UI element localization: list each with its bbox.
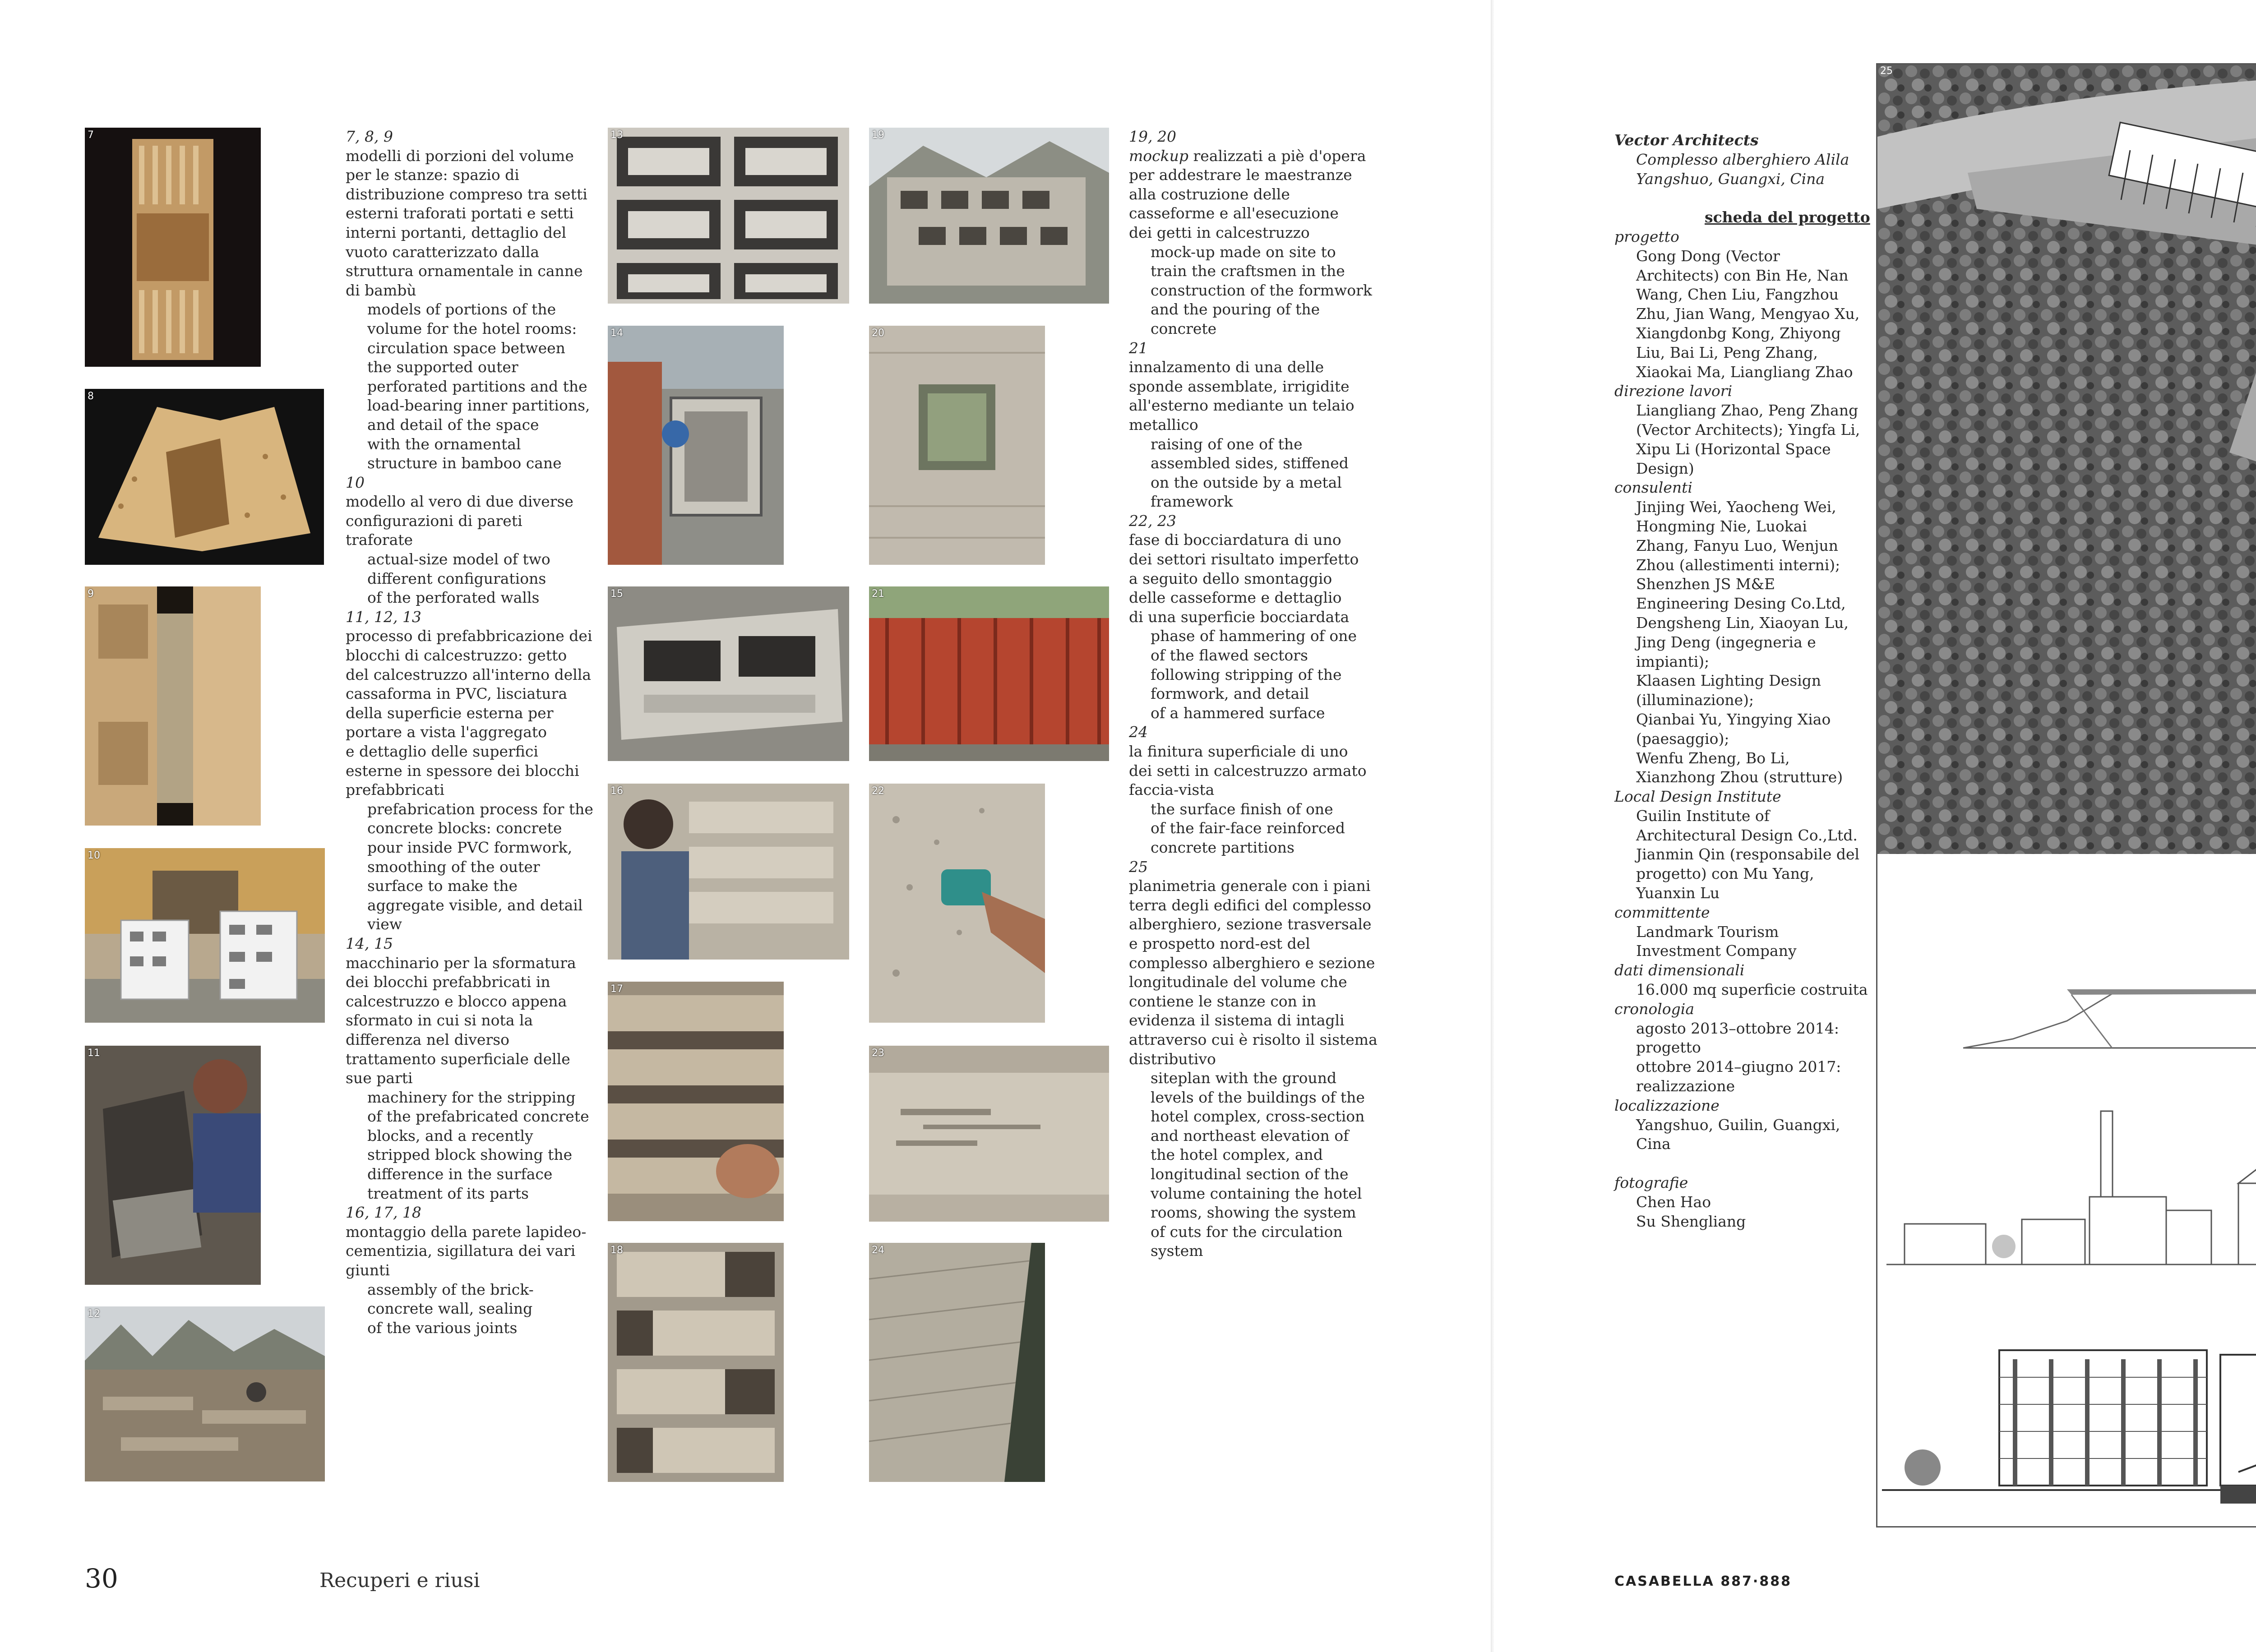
caption-line: models of portions of the [367,300,556,318]
caption-line: macchinario per la sformatura [346,954,576,972]
caption-line: delle casseforme e dettaglio [1129,589,1342,607]
caption-line: actual-size model of two [367,550,550,568]
caption-line: Architects) con Bin He, Nan [1636,266,1849,284]
photo-number: 20 [872,328,884,339]
photo-17-sealing [608,982,784,1221]
caption-line: localizzazione [1614,1096,1720,1114]
caption-line: Architectural Design Co.,Ltd. [1636,826,1858,844]
caption-line: dei settori risultato imperfetto [1129,550,1359,568]
caption-line: montaggio della parete lapideo- [346,1223,587,1241]
caption-line: smoothing of the outer [367,858,540,876]
caption-line: structure in bamboo cane [367,454,562,472]
caption-line: (illuminazione); [1636,691,1754,709]
caption-line: of the prefabricated concrete [367,1107,589,1126]
caption-line: calcestruzzo e blocco appena [346,992,567,1010]
caption-line: Su Shengliang [1636,1212,1746,1230]
photo-18-joints [608,1243,784,1482]
caption-line: pour inside PVC formwork, [367,838,573,856]
caption-line: della superficie esterna per [346,704,554,722]
caption-line: prefabbricati [346,781,444,799]
caption-line: Guilin Institute of [1636,807,1770,825]
caption-line: blocks, and a recently [367,1126,533,1144]
caption-line: different configurations [367,569,546,587]
caption-line: sponde assemblate, irrigidite [1129,377,1350,395]
caption-line: scheda del progetto [1705,208,1870,226]
caption-line: 24 [1129,723,1148,741]
caption-line: (paesaggio); [1636,729,1729,748]
caption-line: esterne in spessore dei blocchi [346,761,579,780]
caption-line: terra degli edifici del complesso [1129,896,1371,914]
caption-line: volume for the hotel rooms: [367,319,577,337]
caption-line: concrete blocks: concrete [367,819,562,837]
caption-line: per addestrare le maestranze [1129,166,1352,184]
caption-line: processo di prefabbricazione dei [346,627,592,645]
project-credits [1614,131,1870,1231]
caption-line: Engineering Desing Co.Ltd, [1636,595,1846,613]
caption-line: Jinjing Wei, Yaocheng Wei, [1636,498,1836,516]
caption-line: rooms, showing the system [1151,1204,1356,1222]
caption-line: with the ornamental [367,435,521,453]
running-head: Recuperi e riusi [319,1569,480,1592]
caption-line: progetto [1636,1038,1701,1057]
caption-line: Jing Deng (ingegneria e [1636,633,1816,651]
caption-line: prefabrication process for the [367,800,593,818]
caption-line: blocchi di calcestruzzo: getto [346,646,567,664]
caption-line: portare a vista l'aggregato [346,723,547,741]
caption-line: di bambù [346,281,416,299]
caption-line: sformato in cui si nota la [346,1011,533,1029]
caption-line: impianti); [1636,652,1710,670]
caption-line: of the various joints [367,1319,518,1337]
photo-23-hammered-surface [869,1046,1109,1222]
caption-line: view [367,915,402,933]
caption-line: of the perforated walls [367,589,540,607]
caption-line: 22, 23 [1129,512,1176,530]
caption-line: formwork, and detail [1151,685,1309,703]
caption-line [1614,1154,1870,1173]
caption-line: mock-up made on site to [1151,243,1336,261]
caption-line: e dettaglio delle superfici [346,743,538,760]
caption-line: cementizia, sigillatura dei vari [346,1242,576,1260]
photo-number: 16 [610,785,623,797]
caption-line: 16, 17, 18 [346,1204,421,1222]
caption-line: concrete wall, sealing [367,1300,533,1318]
caption-line: and the pouring of the [1151,300,1320,318]
caption-line: direzione lavori [1614,382,1733,400]
caption-line: Klaasen Lighting Design [1636,672,1821,690]
photo-16-assembly [608,784,849,960]
photo-15-stripped-block [608,586,849,761]
photo-number: 24 [872,1245,884,1256]
caption-line: metallico [1129,415,1198,434]
caption-line: traforate [346,531,413,549]
northeast-elevation-drawing [1877,1093,2256,1292]
caption-line: 7, 8, 9 [346,128,393,145]
caption-line: aggregate visible, and detail [367,896,583,914]
caption-line: phase of hammering of one [1151,627,1357,645]
caption-line: framework [1151,493,1233,511]
caption-line: configurazioni di pareti [346,512,522,530]
caption-line: a seguito dello smontaggio [1129,569,1332,587]
caption-line: all'esterno mediante un telaio [1129,397,1355,415]
caption-line: distribuzione compreso tra setti [346,185,587,203]
caption-line: evidenza il sistema di intagli [1129,1011,1345,1029]
caption-line: progetto) con Mu Yang, [1636,865,1814,883]
caption-line: Chen Hao [1636,1193,1711,1211]
caption-line: 25 [1129,858,1148,876]
caption-line: Xipu Li (Horizontal Space [1636,440,1831,458]
caption-line: Local Design Institute [1614,788,1781,806]
photo-11-casting [85,1046,261,1285]
photo-number: 14 [610,328,623,339]
photo-21-formwork [869,586,1109,761]
caption-line: Yangshuo, Guangxi, Cina [1636,170,1825,188]
caption-line: distributivo [1129,1050,1216,1068]
photo-9-model [85,586,261,826]
caption-line: siteplan with the ground [1151,1069,1337,1087]
caption-column-2 [1129,127,1378,1261]
figure-number: 25 [1880,65,1893,77]
photo-20-mockup-window [869,326,1045,565]
photo-number: 21 [872,588,884,600]
page-number-left: 30 [85,1563,118,1594]
photo-number: 17 [610,983,623,995]
photo-number: 18 [610,1245,623,1256]
photo-19-mockup [869,128,1109,304]
caption-line: complesso alberghiero e sezione [1129,954,1375,972]
caption-line: longitudinal section of the [1151,1165,1349,1183]
caption-line: agosto 2013–ottobre 2014: [1636,1019,1839,1037]
caption-line: trattamento superficiale delle [346,1050,570,1068]
caption-line: on the outside by a metal [1151,473,1342,491]
caption-line: circulation space between [367,339,565,357]
caption-line: Landmark Tourism [1636,923,1779,941]
photo-number: 10 [88,850,100,861]
caption-line: faccia-vista [1129,781,1215,799]
caption-line: di una superficie bocciardata [1129,608,1350,626]
caption-line: per le stanze: spazio di [346,166,519,184]
caption-line: ottobre 2014–giugno 2017: [1636,1058,1841,1076]
caption-line: struttura ornamentale in canne [346,262,583,280]
caption-line: Xiaokai Ma, Liangliang Zhao [1636,363,1853,381]
caption-line: the hotel complex, and [1151,1146,1323,1164]
caption-line: cassaforma in PVC, lisciatura [346,685,568,703]
caption-line: la finitura superficiale di uno [1129,743,1348,760]
caption-line: volume containing the hotel [1151,1184,1362,1202]
caption-line: Gong Dong (Vector [1636,247,1780,265]
caption-line: planimetria generale con i piani [1129,877,1371,895]
caption-line: Yuanxin Lu [1636,884,1720,902]
caption-line: mockup realizzati a piè d'opera [1129,147,1366,165]
magazine-title: CASABELLA 887·888 [1614,1574,1792,1589]
caption-line [1614,189,1870,208]
caption-line: (Vector Architects); Yingfa Li, [1636,420,1860,438]
caption-line: Zhang, Fanyu Luo, Wenjun [1636,536,1838,554]
caption-line: 10 [346,473,365,491]
caption-line: realizzazione [1636,1077,1735,1095]
caption-line: surface to make the [367,877,518,895]
caption-line: and northeast elevation of [1151,1126,1349,1144]
caption-line: load-bearing inner partitions, [367,397,590,415]
caption-line: concrete partitions [1151,838,1294,856]
caption-line: Jianmin Qin (responsabile del [1636,845,1860,863]
caption-line: Vector Architects [1614,131,1759,149]
caption-line: hotel complex, cross-section [1151,1107,1365,1126]
caption-column-1 [346,127,593,1338]
photo-13-blocks [608,128,849,304]
photo-number: 11 [88,1047,100,1059]
caption-line: Zhou (allestimenti interni); [1636,556,1840,574]
caption-line: fotografie [1614,1174,1688,1192]
longitudinal-section-drawing [1877,1310,2256,1517]
photo-14-machinery [608,326,784,565]
caption-line: progetto [1614,227,1679,245]
caption-line: raising of one of the [1151,435,1303,453]
caption-line: Xianzhong Zhou (strutture) [1636,768,1843,786]
caption-line: levels of the buildings of the [1151,1088,1365,1106]
photo-number: 7 [88,129,94,141]
photo-12-site [85,1306,325,1481]
caption-line: vuoto caratterizzato dalla [346,243,540,261]
caption-line: Wenfu Zheng, Bo Li, [1636,749,1790,767]
caption-line: 16.000 mq superficie costruita [1636,981,1868,999]
caption-line: Hongming Nie, Luokai [1636,517,1807,535]
photo-7-model [85,128,261,367]
caption-line: following stripping of the [1151,665,1342,683]
photo-number: 13 [610,129,623,141]
photo-number: 22 [872,785,884,797]
caption-line: Yangshuo, Guilin, Guangxi, [1636,1116,1840,1134]
caption-line: assembled sides, stiffened [1151,454,1349,472]
caption-line: consulenti [1614,479,1692,497]
caption-line: fase di bocciardatura di uno [1129,531,1341,549]
caption-line: longitudinale del volume che [1129,973,1347,991]
caption-line: Cina [1636,1135,1671,1153]
caption-line: attraverso cui è risolto il sistema [1129,1030,1378,1048]
caption-line: Liangliang Zhao, Peng Zhang [1636,401,1858,420]
caption-line: modelli di porzioni del volume [346,147,574,165]
caption-line: contiene le stanze con in [1129,992,1317,1010]
caption-line: Investment Company [1636,942,1797,960]
caption-line: casseforme e all'esecuzione [1129,204,1339,222]
caption-line: system [1151,1242,1203,1260]
caption-line: construction of the formwork [1151,281,1372,299]
caption-line: of a hammered surface [1151,704,1325,722]
caption-line: treatment of its parts [367,1184,529,1202]
caption-line: 14, 15 [346,934,393,952]
caption-line: 11, 12, 13 [346,608,421,626]
caption-line: sue parti [346,1069,413,1087]
caption-line: differenza nel diverso [346,1030,510,1048]
photo-number: 19 [872,129,884,141]
photo-number: 9 [88,588,94,600]
caption-line: Shenzhen JS M&E [1636,575,1775,593]
caption-line: perforated partitions and the [367,377,587,395]
caption-line: machinery for the stripping [367,1088,576,1106]
caption-line: train the craftsmen in the [1151,262,1345,280]
figure-25-drawings [1876,63,2256,1527]
photo-number: 23 [872,1047,884,1059]
caption-line: dei getti in calcestruzzo [1129,223,1310,241]
caption-line: Dengsheng Lin, Xiaoyan Lu, [1636,614,1849,632]
caption-line: esterni traforati portati e setti [346,204,574,222]
caption-line: dati dimensionali [1614,961,1745,979]
caption-line: alberghiero, sezione trasversale [1129,915,1372,933]
caption-line: the supported outer [367,358,518,376]
caption-line: stripped block showing the [367,1146,573,1164]
caption-line: Complesso alberghiero Alila [1636,150,1849,168]
caption-line: dei setti in calcestruzzo armato [1129,761,1367,780]
site-plan-aerial [1877,65,2256,854]
caption-line: interni portanti, dettaglio del [346,223,567,241]
caption-line: difference in the surface [367,1165,553,1183]
caption-line: and detail of the space [367,415,539,434]
caption-line: of the fair-face reinforced [1151,819,1345,837]
photo-8-model [85,389,324,565]
caption-line: assembly of the brick- [367,1280,534,1298]
caption-line: dei blocchi prefabbricati in [346,973,550,991]
caption-line: of the flawed sectors [1151,646,1308,664]
caption-line: alla costruzione delle [1129,185,1290,203]
caption-line: modello al vero di due diverse [346,493,573,511]
photo-24-fair-face-concrete [869,1243,1045,1482]
caption-line: concrete [1151,319,1217,337]
caption-line: giunti [346,1261,390,1279]
caption-line: 21 [1129,339,1148,357]
caption-line: Xiangdonbg Kong, Zhiyong [1636,324,1841,342]
caption-line: Wang, Chen Liu, Fangzhou [1636,286,1839,304]
caption-line: innalzamento di una delle [1129,358,1324,376]
caption-line: del calcestruzzo all'interno della [346,665,592,683]
photo-number: 15 [610,588,623,600]
caption-line: Design) [1636,459,1694,477]
caption-line: the surface finish of one [1151,800,1333,818]
cross-section-drawing [1877,877,2256,1075]
caption-line: e prospetto nord-est del [1129,934,1310,952]
photo-number: 8 [88,391,94,402]
photo-22-hammering [869,784,1045,1023]
caption-line: 19, 20 [1129,128,1176,145]
caption-line: of cuts for the circulation [1151,1223,1343,1241]
caption-line: committente [1614,903,1710,921]
photo-10-wall-model [85,848,325,1023]
caption-line: Zhu, Jian Wang, Mengyao Xu, [1636,305,1860,323]
caption-line: Qianbai Yu, Yingying Xiao [1636,710,1831,728]
caption-line: Liu, Bai Li, Peng Zhang, [1636,343,1818,361]
photo-number: 12 [88,1308,100,1320]
caption-line: cronologia [1614,1000,1695,1018]
